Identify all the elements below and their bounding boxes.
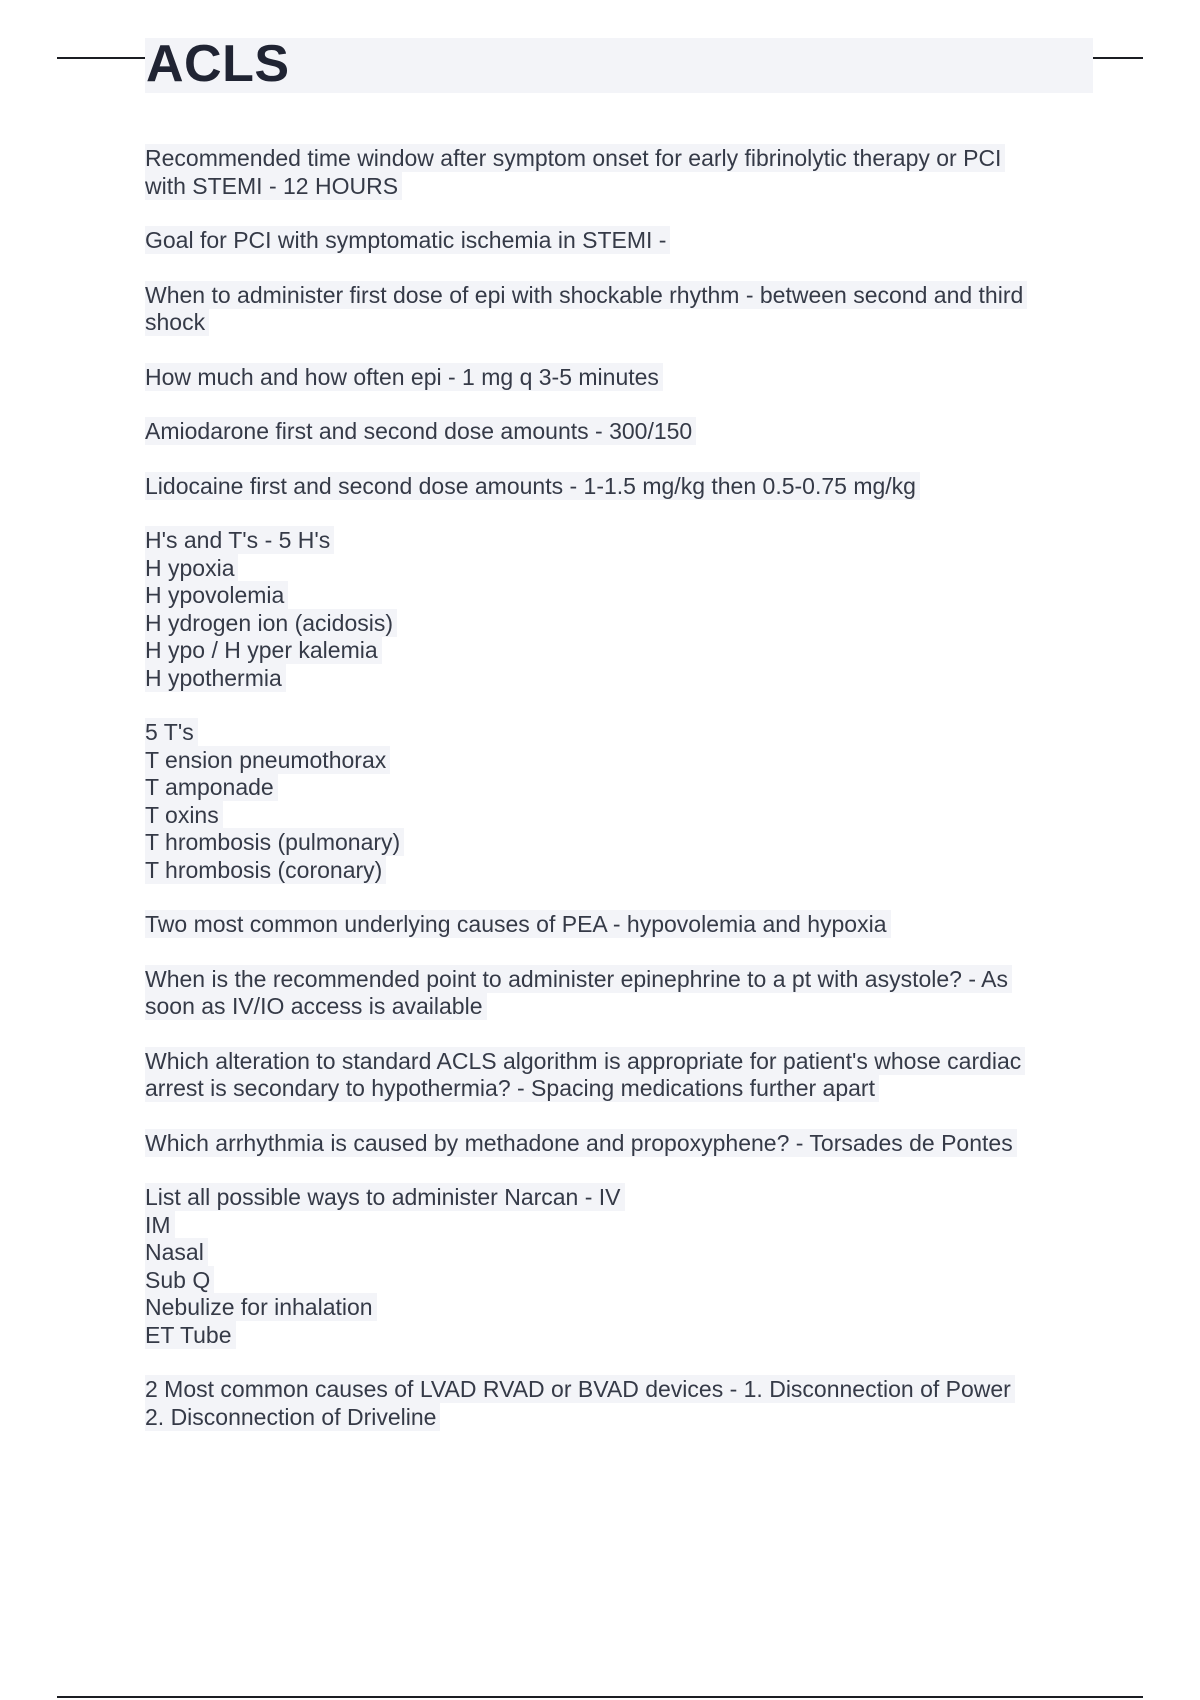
qa-line [145,1294,1095,1322]
qa-line-text: Nebulize for inhalation [145,1293,377,1321]
qa-line-text: 2 Most common causes of LVAD RVAD or BVAD devices - 1. Disconnection of Power [145,1375,1015,1403]
footer-rule [57,1696,1143,1698]
qa-line-text: Lidocaine first and second dose amounts - 1-1.5 mg/kg then 0.5-0.75 mg/kg [145,472,920,500]
qa-line [145,857,1095,885]
qa-line-text: H ypo / H yper kalemia [145,636,382,664]
qa-line-text: H's and T's - 5 H's [145,526,334,554]
qa-line [145,173,1095,201]
qa-line-text: How much and how often epi - 1 mg q 3-5 minutes [145,363,663,391]
qa-line [145,966,1095,994]
qa-entry [145,418,1095,446]
qa-line [145,1130,1095,1158]
qa-line [145,993,1095,1021]
qa-line [145,610,1095,638]
header-rule-right [1093,57,1143,59]
qa-line [145,665,1095,693]
qa-entry [145,911,1095,939]
qa-line-text: Two most common underlying causes of PEA - hypovolemia and hypoxia [145,910,891,938]
qa-line [145,227,1095,255]
qa-line [145,1075,1095,1103]
qa-line-text: Amiodarone first and second dose amounts - 300/150 [145,417,696,445]
qa-line-text: Goal for PCI with symptomatic ischemia in STEMI - [145,226,670,254]
qa-entry [145,145,1095,200]
qa-line-text: T hrombosis (coronary) [145,856,386,884]
qa-line [145,145,1095,173]
qa-line [145,1048,1095,1076]
qa-line-text: When to administer first dose of epi with shockable rhythm - between second and third [145,281,1027,309]
document-body [145,145,1095,1458]
qa-line-text: T hrombosis (pulmonary) [145,828,404,856]
qa-line [145,1267,1095,1295]
qa-line-text: T ension pneumothorax [145,746,390,774]
qa-line-text: H ypoxia [145,554,238,582]
qa-entry [145,1048,1095,1103]
qa-line [145,637,1095,665]
qa-line [145,774,1095,802]
qa-line-text: ET Tube [145,1321,236,1349]
qa-line-text: H ypovolemia [145,581,288,609]
document-title: ACLS [146,35,290,93]
qa-line [145,555,1095,583]
qa-line-text: When is the recommended point to administer epinephrine to a pt with asystole? - As [145,965,1012,993]
qa-line [145,719,1095,747]
qa-entry [145,227,1095,255]
qa-line-text: H ypothermia [145,664,286,692]
qa-line [145,364,1095,392]
qa-entry [145,473,1095,501]
qa-line [145,911,1095,939]
qa-line [145,473,1095,501]
header-rule-left [57,57,149,59]
qa-line [145,1376,1095,1404]
qa-entry [145,966,1095,1021]
qa-line [145,802,1095,830]
qa-entry [145,364,1095,392]
qa-line [145,1239,1095,1267]
qa-line [145,1184,1095,1212]
qa-line-text: 5 T's [145,718,198,746]
qa-line [145,527,1095,555]
qa-line [145,582,1095,610]
qa-line-text: Nasal [145,1238,208,1266]
qa-line-text: with STEMI - 12 HOURS [145,172,402,200]
qa-line-text: Recommended time window after symptom onset for early fibrinolytic therapy or PCI [145,144,1005,172]
qa-line-text: Which alteration to standard ACLS algorithm is appropriate for patient's whose cardiac [145,1047,1025,1075]
qa-line [145,829,1095,857]
qa-line-text: T oxins [145,801,223,829]
qa-line [145,747,1095,775]
qa-line [145,1322,1095,1350]
qa-line [145,282,1095,310]
qa-line-text: List all possible ways to administer Narcan - IV [145,1183,625,1211]
qa-line-text: shock [145,308,209,336]
qa-line-text: soon as IV/IO access is available [145,992,487,1020]
qa-line [145,309,1095,337]
qa-line [145,1404,1095,1432]
qa-entry [145,1376,1095,1431]
qa-line-text: H ydrogen ion (acidosis) [145,609,397,637]
qa-line-text: Which arrhythmia is caused by methadone and propoxyphene? - Torsades de Pontes [145,1129,1017,1157]
qa-line-text: 2. Disconnection of Driveline [145,1403,440,1431]
qa-line-text: IM [145,1211,175,1239]
qa-line-text: Sub Q [145,1266,214,1294]
qa-line [145,418,1095,446]
qa-entry [145,1130,1095,1158]
qa-line [145,1212,1095,1240]
qa-entry [145,282,1095,337]
qa-entry [145,1184,1095,1349]
qa-line-text: arrest is secondary to hypothermia? - Spacing medications further apart [145,1074,879,1102]
qa-line-text: T amponade [145,773,278,801]
qa-entry [145,527,1095,692]
qa-entry [145,719,1095,884]
